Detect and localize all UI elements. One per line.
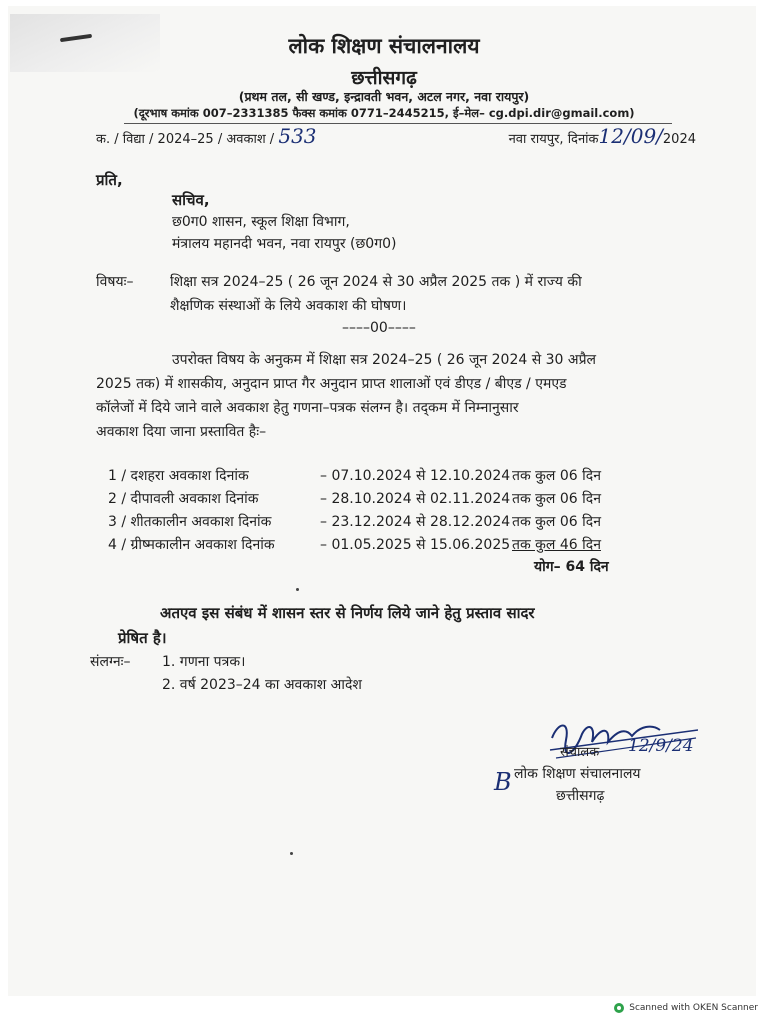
holiday-range: – 01.05.2025 से 15.06.2025 <box>320 537 511 553</box>
holiday-range: – 28.10.2024 से 02.11.2024 <box>320 491 511 507</box>
stamp-initial: B <box>494 768 512 796</box>
director-designation: संचालक <box>560 745 600 760</box>
subject-separator: ––––00–––– <box>342 320 416 336</box>
speck <box>290 852 293 855</box>
to-label: प्रति, <box>96 171 123 189</box>
holiday-name: 4 / ग्रीष्मकालीन अवकाश दिनांक <box>108 537 275 553</box>
recipient-title: सचिव, <box>172 191 210 209</box>
body-line-2: 2025 तक) में शासकीय, अनुदान प्राप्त गैर अनुदान प्राप्त शालाओं एवं डीएड / बीएड / एमएड <box>96 376 567 392</box>
enclosure-item: 2. वर्ष 2023–24 का अवकाश आदेश <box>162 677 362 693</box>
subject-line-1: शिक्षा सत्र 2024–25 ( 26 जून 2024 से 30 अप्रैल 2025 तक ) में राज्य की <box>170 274 582 290</box>
body-line-3: कॉलेजों में दिये जाने वाले अवकाश हेतु गणना–पत्रक संलग्न है। तद्कम में निम्नानुसार <box>96 400 519 416</box>
holiday-total: तक कुल 06 दिन <box>512 468 601 484</box>
office-address: (प्रथम तल, सी खण्ड, इन्द्रावती भवन, अटल नगर, नवा रायपुर) <box>238 89 530 104</box>
handwritten-sign-date: 12/9/24 <box>628 736 694 756</box>
letter-place-date: नवा रायपुर, दिनांक12/09/2024 <box>508 124 696 148</box>
holiday-total: तक कुल 06 दिन <box>512 514 601 530</box>
holiday-total: तक कुल 06 दिन <box>512 491 601 507</box>
holiday-name: 3 / शीतकालीन अवकाश दिनांक <box>108 514 272 530</box>
subject-line-2: शैक्षणिक संस्थाओं के लिये अवकाश की घोषण। <box>170 298 407 314</box>
office-contact: (दूरभाष कमांक 007–2331385 फैक्स कमांक 0771–2445215, ई–मेल– cg.dpi.dir@gmail.com) <box>133 106 635 120</box>
holiday-range: – 07.10.2024 से 12.10.2024 <box>320 468 511 484</box>
org-title: लोक शिक्षण संचालनालय <box>288 34 480 58</box>
conclusion-line-1: अतएव इस संबंध में शासन स्तर से निर्णय लिये जाने हेतु प्रस्ताव सादर <box>160 604 535 622</box>
handwritten-number: 533 <box>278 124 317 148</box>
handwritten-date: 12/09/ <box>598 124 663 148</box>
recipient-department: छ0ग0 शासन, स्कूल शिक्षा विभाग, <box>172 214 350 230</box>
holiday-range: – 23.12.2024 से 28.12.2024 <box>320 514 511 530</box>
speck <box>296 588 299 591</box>
office-name: लोक शिक्षण संचालनालय <box>514 766 641 782</box>
enclosure-item: 1. गणना पत्रक। <box>162 654 246 670</box>
holiday-name: 2 / दीपावली अवकाश दिनांक <box>108 491 259 507</box>
conclusion-line-2: प्रेषित है। <box>118 629 167 647</box>
subject-label: विषयः– <box>96 274 134 290</box>
scanner-watermark: Scanned with OKEN Scanner <box>614 1003 758 1013</box>
body-line-4: अवकाश दिया जाना प्रस्तावित हैः– <box>96 424 267 440</box>
enclosure-label: संलग्नः– <box>90 654 131 670</box>
holiday-name: 1 / दशहरा अवकाश दिनांक <box>108 468 249 484</box>
letter-number: क. / विद्या / 2024–25 / अवकाश / 533 <box>96 124 317 148</box>
holiday-total-sum: योग– 64 दिन <box>534 559 609 575</box>
holiday-total: तक कुल 46 दिन <box>512 537 601 553</box>
reference-line <box>96 124 696 148</box>
state-title: छत्तीसगढ़ <box>351 67 417 89</box>
office-state: छत्तीसगढ़ <box>556 788 605 804</box>
recipient-address: मंत्रालय महानदी भवन, नवा रायपुर (छ0ग0) <box>172 236 397 252</box>
scanner-logo-icon <box>614 1003 624 1013</box>
body-line-1: उपरोक्त विषय के अनुकम में शिक्षा सत्र 2024–25 ( 26 जून 2024 से 30 अप्रैल <box>172 352 597 368</box>
